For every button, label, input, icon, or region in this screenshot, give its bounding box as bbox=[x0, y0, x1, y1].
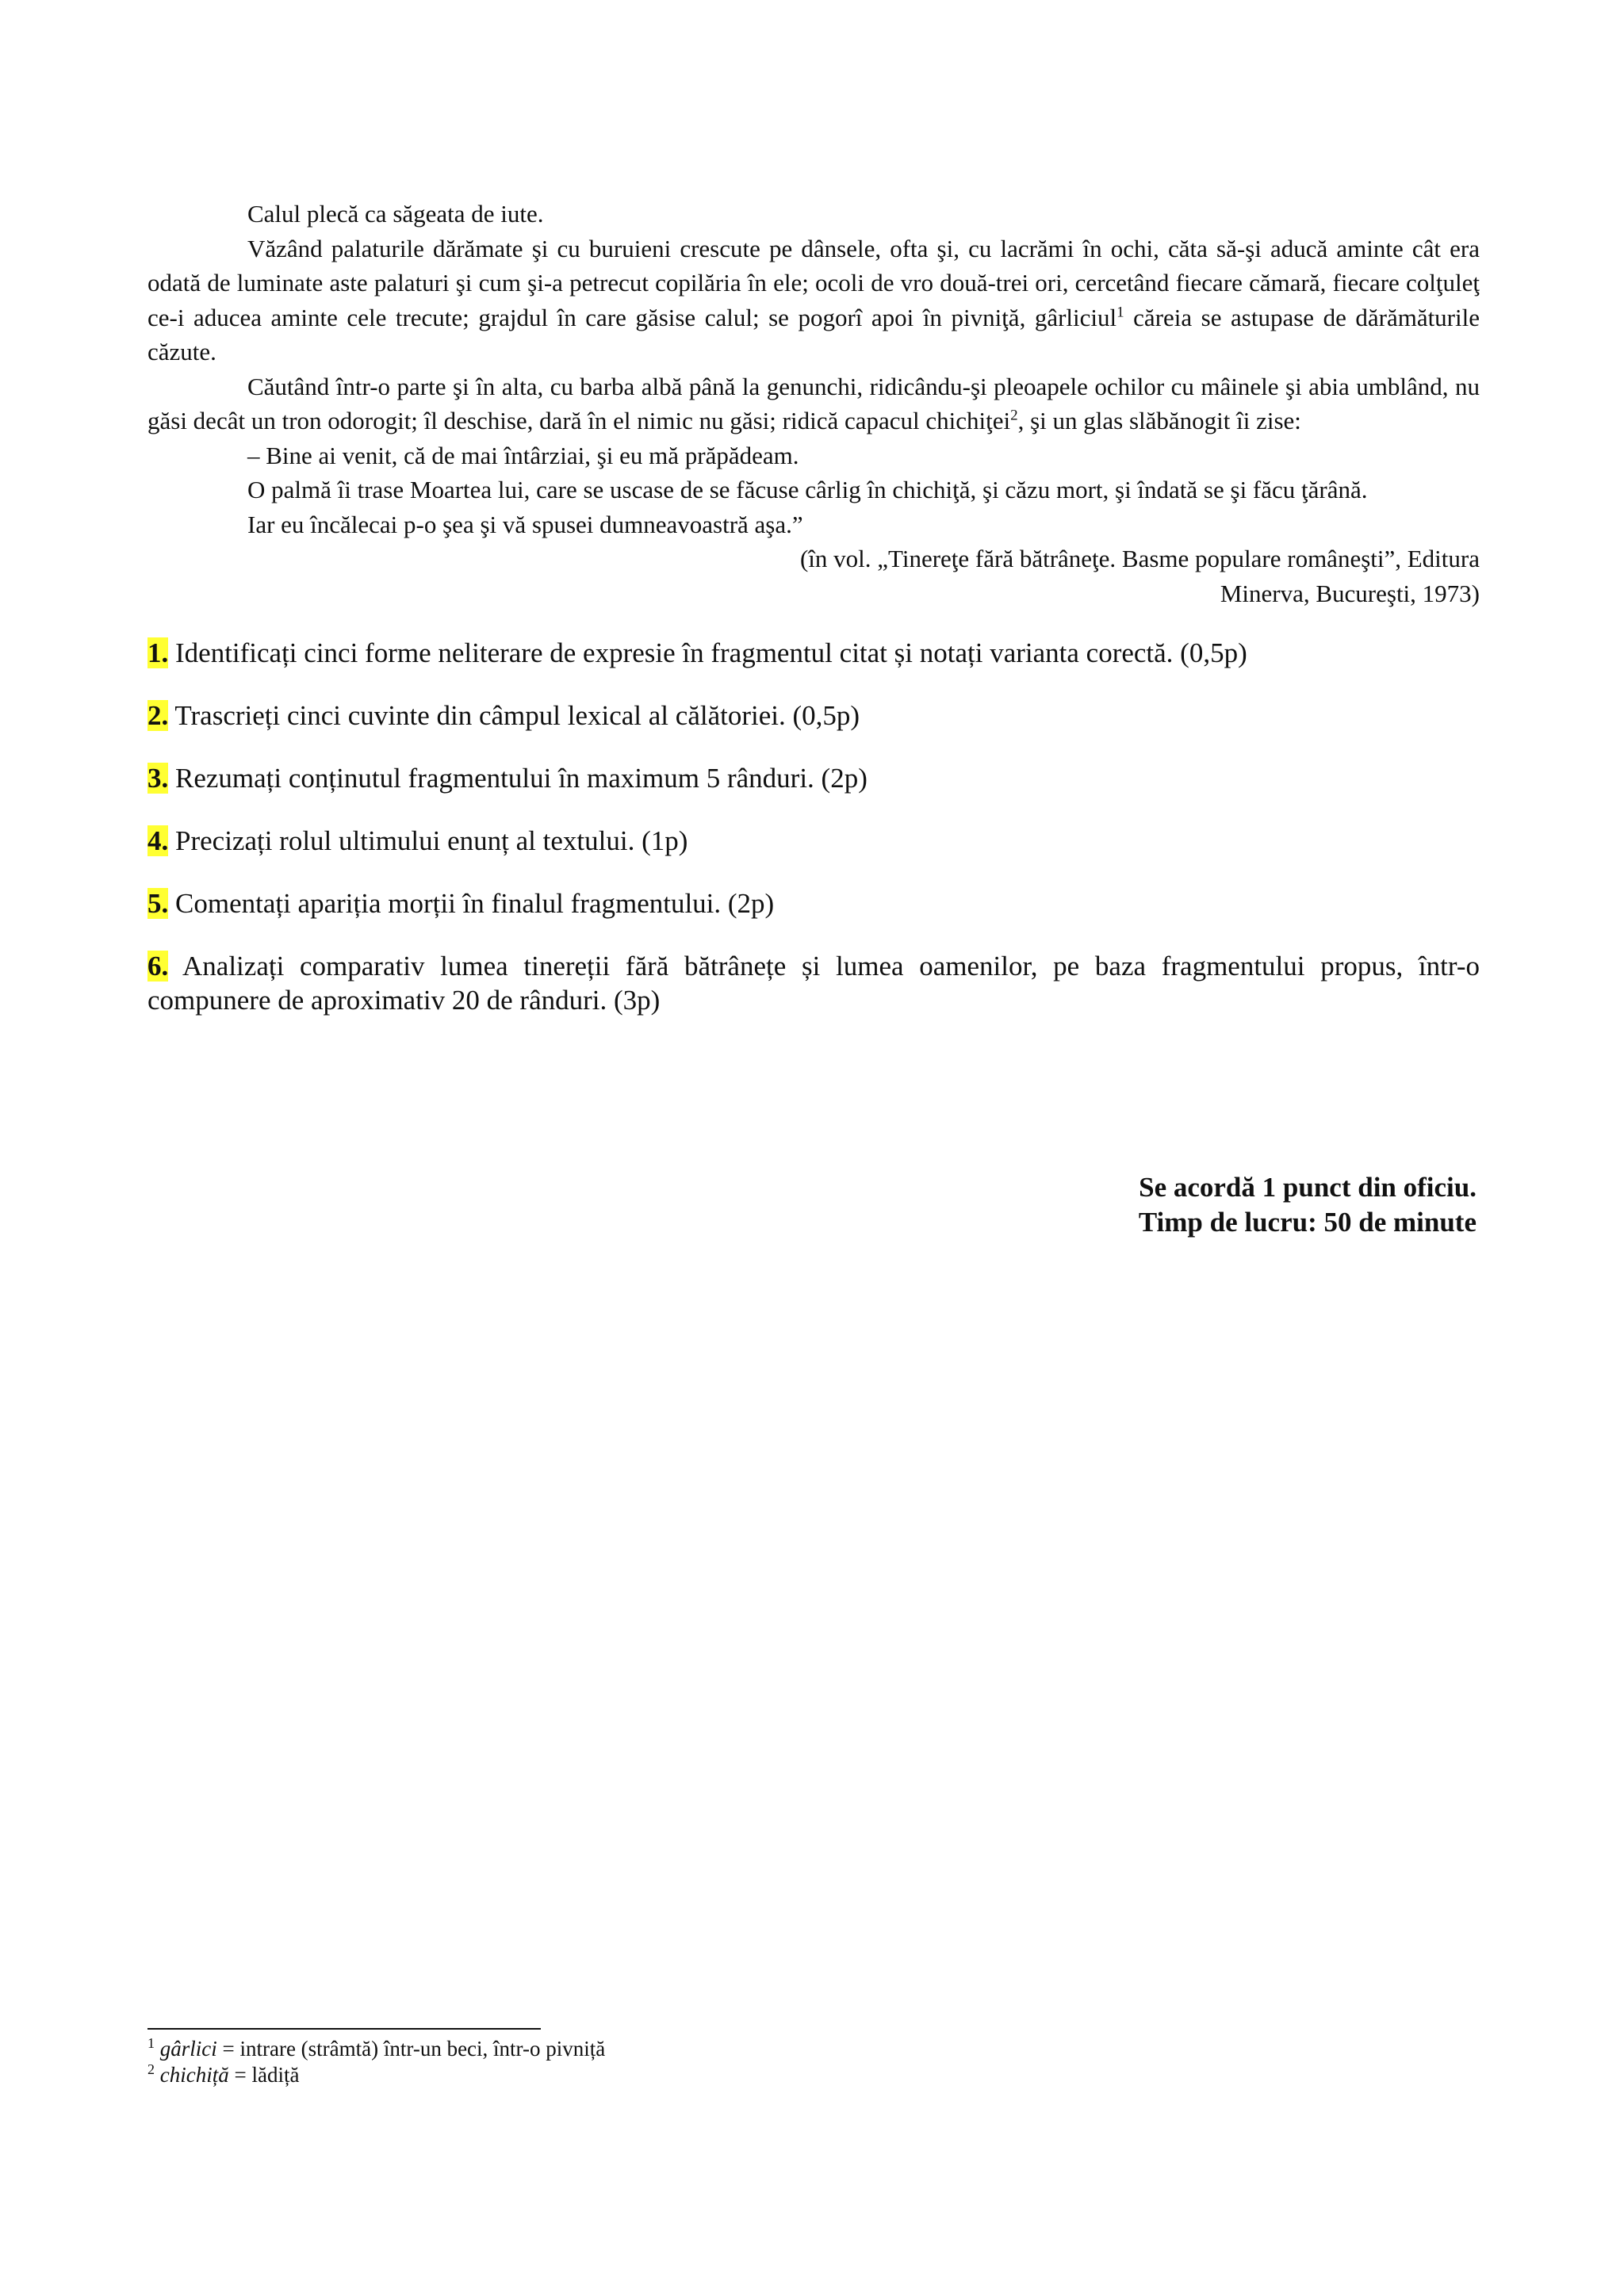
question-number: 2. bbox=[147, 700, 169, 731]
question-text: Comentați apariția morții în finalul fragmentului. (2p) bbox=[168, 888, 775, 919]
question-2 bbox=[147, 698, 1480, 733]
question-number: 5. bbox=[147, 888, 169, 919]
source-citation-line-2: Minerva, Bucureşti, 1973) bbox=[1220, 579, 1480, 607]
footnotes bbox=[147, 2036, 605, 2088]
footnote-2 bbox=[147, 2062, 605, 2088]
passage-paragraph-2 bbox=[147, 232, 1480, 369]
question-list bbox=[147, 636, 1480, 1017]
footnote-ref-1: 1 bbox=[1116, 304, 1124, 321]
question-number: 1. bbox=[147, 637, 169, 668]
footnote-mark: 1 bbox=[147, 2035, 155, 2051]
document-page bbox=[147, 197, 1480, 1046]
question-number: 4. bbox=[147, 825, 169, 856]
footnote-term: chichiță bbox=[159, 2063, 229, 2087]
passage-paragraph-5: O palmă îi trase Moartea lui, care se uscase de se făcuse cârlig în chichiţă, şi căzu mort, şi îndată se şi făcu ţărână. bbox=[247, 476, 1368, 503]
footnote-separator bbox=[147, 2028, 541, 2030]
passage-paragraph-1: Calul plecă ca săgeata de iute. bbox=[247, 200, 544, 228]
time-limit-note: Timp de lucru: 50 de minute bbox=[1138, 1207, 1477, 1238]
footnote-mark: 2 bbox=[147, 2061, 155, 2077]
footnote-definition: = lădiță bbox=[228, 2063, 300, 2087]
question-text: Precizați rolul ultimului enunț al textului. (1p) bbox=[168, 825, 688, 856]
footnote-1 bbox=[147, 2036, 605, 2062]
question-4 bbox=[147, 824, 1480, 858]
question-text: Rezumați conținutul fragmentului în maximum 5 rânduri. (2p) bbox=[168, 763, 868, 794]
passage-paragraph-2-text: Văzând palaturile dărămate şi cu buruieni crescute pe dânsele, ofta şi, cu lacrămi în ochi, căta să-şi aducă aminte cât era odată de luminate aste palaturi şi cum şi-a petrecut copilăria în ele; ocoli de vro două-trei ori, cercetând fiecare cămară, fiecare colţuleţ ce-i aducea aminte cele trecute; grajdul în care găsise calul; se pogorî apoi în pivniţă, gârliciul bbox=[147, 234, 1480, 331]
footnote-ref-2: 2 bbox=[1010, 407, 1018, 424]
passage-paragraph-4: – Bine ai venit, că de mai întârziai, şi eu mă prăpădeam. bbox=[247, 441, 799, 469]
passage-paragraph-6: Iar eu încălecai p-o şea şi vă spusei dumneavoastră aşa.” bbox=[247, 510, 803, 538]
passage-paragraph-3-end: , şi un glas slăbănogit îi zise: bbox=[1017, 407, 1301, 434]
question-3 bbox=[147, 761, 1480, 795]
question-number: 6. bbox=[147, 951, 169, 982]
question-6 bbox=[147, 949, 1480, 1017]
question-number: 3. bbox=[147, 763, 169, 794]
question-text: Analizați comparativ lumea tinereții fără bătrânețe și lumea oamenilor, pe baza fragmentului propus, într-o compunere de aproximativ 20 de rânduri. (3p) bbox=[147, 951, 1480, 1016]
points-note: Se acordă 1 punct din oficiu. bbox=[1139, 1172, 1477, 1203]
passage-paragraph-3 bbox=[147, 369, 1480, 438]
question-text: Identificați cinci forme neliterare de expresie în fragmentul citat și notați varianta corectă. (0,5p) bbox=[168, 637, 1247, 668]
passage-paragraph-2-end: căreia se astupase de dărămăturile căzute. bbox=[147, 303, 1480, 365]
passage-paragraph-3-text: Căutând într-o parte şi în alta, cu barba albă până la genunchi, ridicându-şi pleoapele ochilor cu mâinele şi abia umblând, nu găsi decât un tron odorogit; îl deschise, dară în el nimic nu găsi; ridică capacul chichiţei bbox=[147, 372, 1480, 434]
literary-passage bbox=[147, 197, 1480, 541]
footnote-term: gârlici bbox=[159, 2037, 217, 2061]
footnote-definition: = intrare (strâmtă) într-un beci, într-o pivniță bbox=[216, 2037, 606, 2061]
source-citation-line-1: (în vol. „Tinereţe fără bătrâneţe. Basme populare româneşti”, Editura bbox=[799, 545, 1480, 572]
question-5 bbox=[147, 886, 1480, 920]
question-text: Trascrieți cinci cuvinte din câmpul lexical al călătoriei. (0,5p) bbox=[168, 700, 860, 731]
question-1 bbox=[147, 636, 1480, 670]
exam-instructions bbox=[1139, 1170, 1477, 1240]
